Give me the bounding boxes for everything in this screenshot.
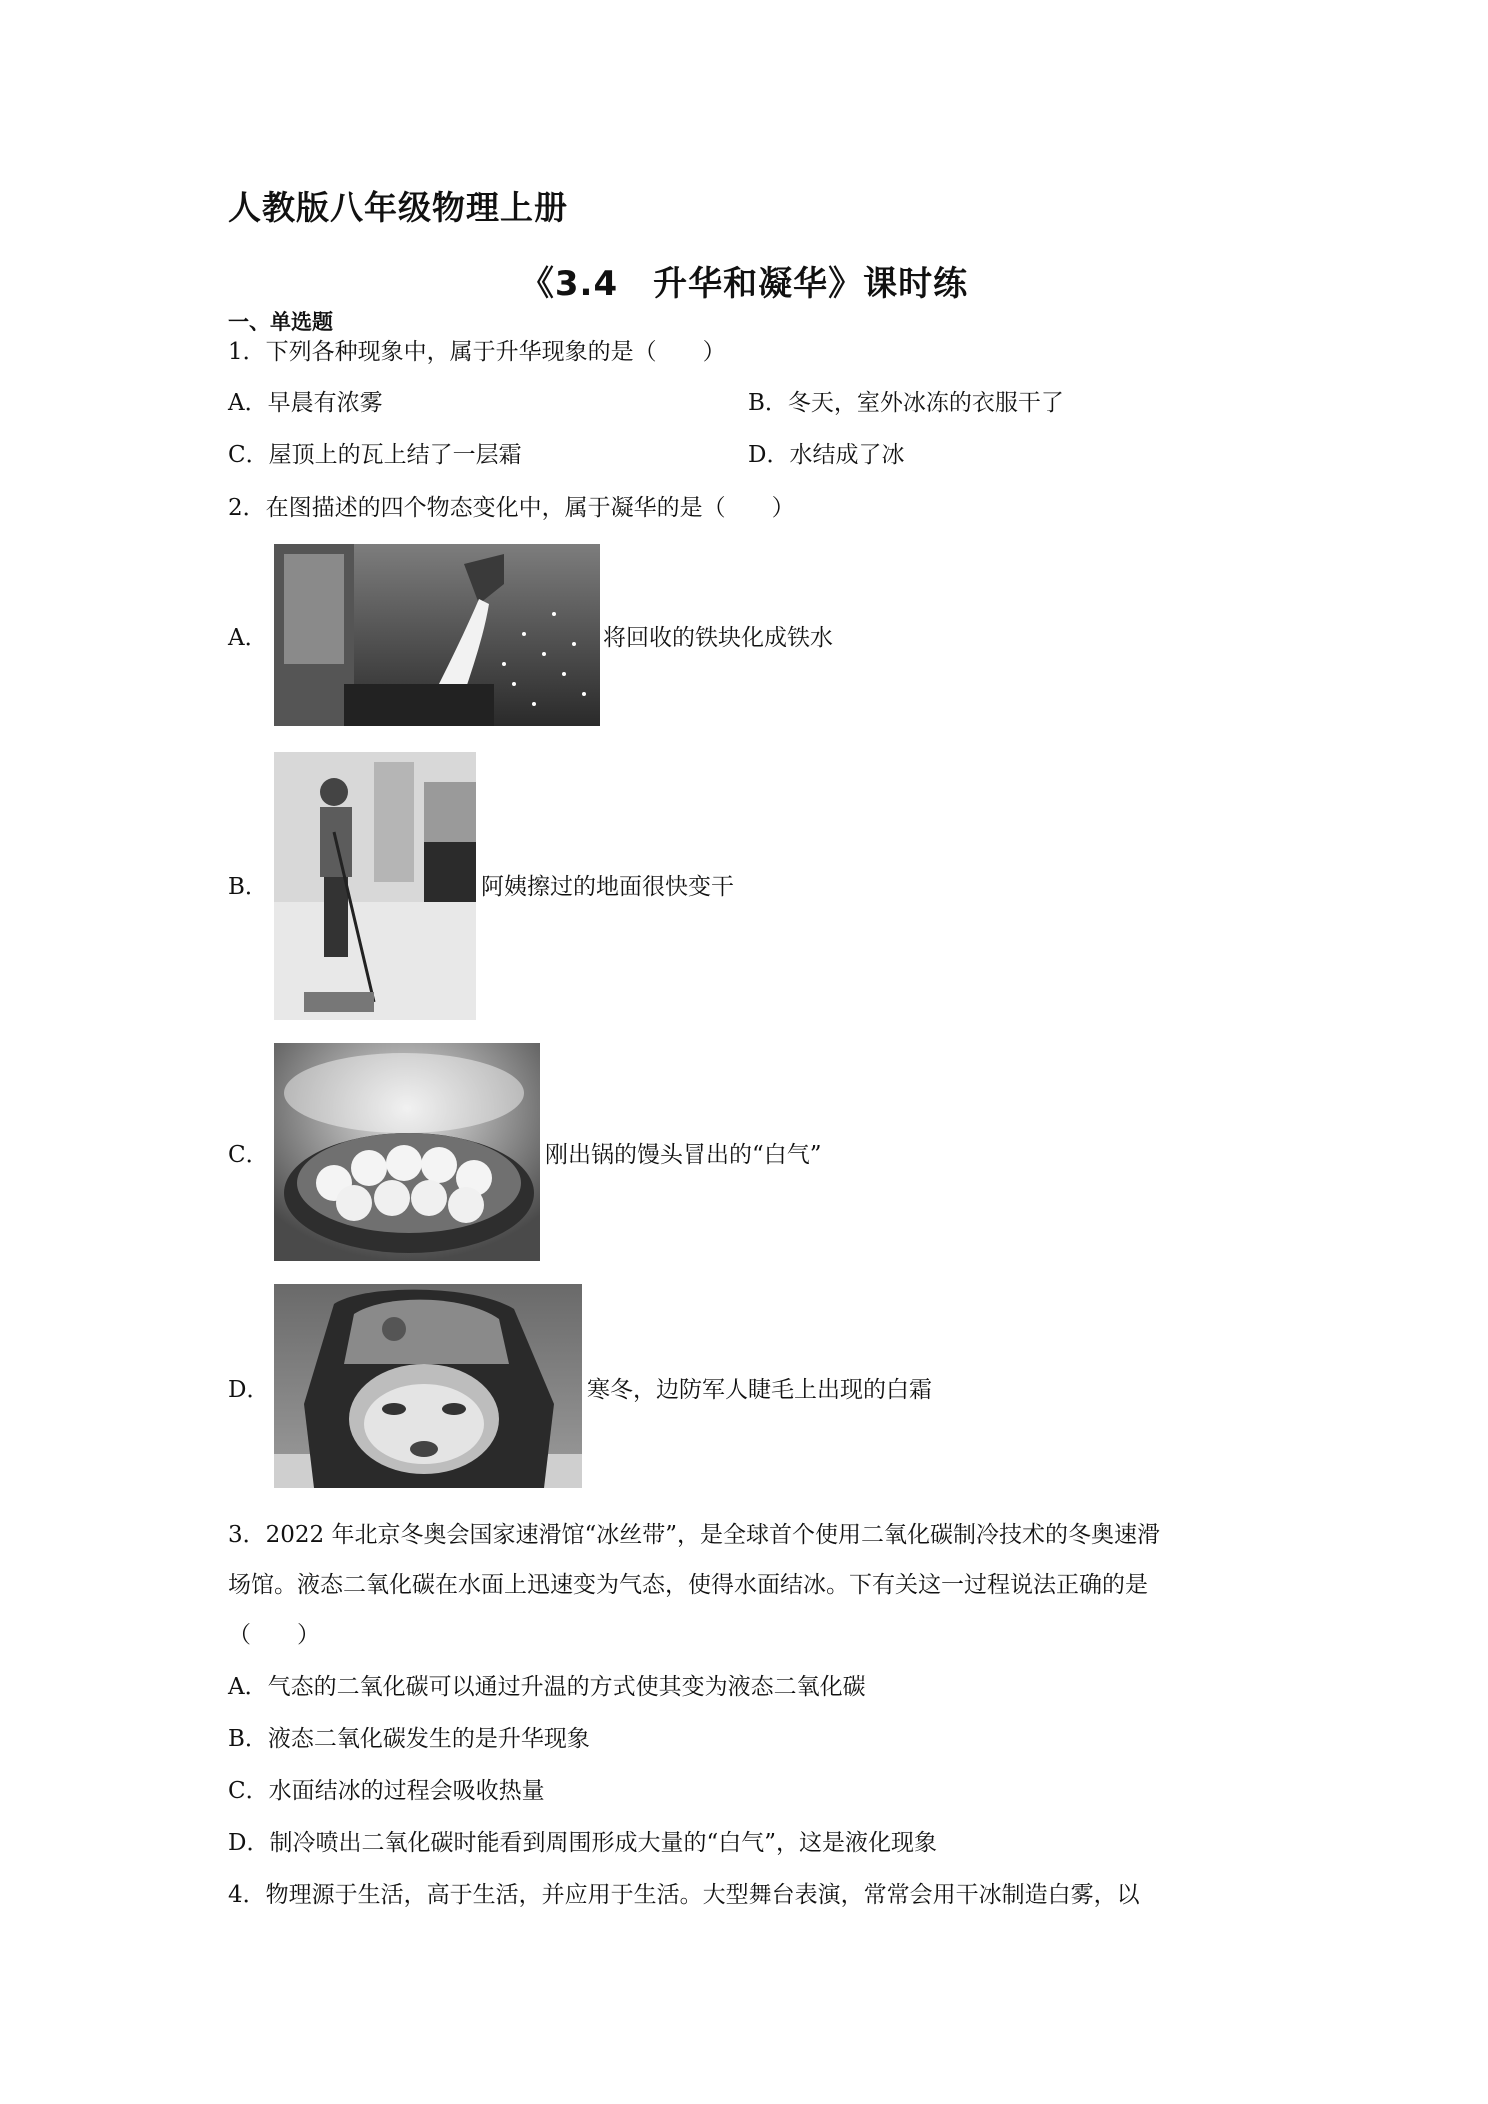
frosted-soldier-photo-icon <box>274 1284 582 1488</box>
question-1-option-d: D．水结成了冰 <box>748 442 905 468</box>
question-3-option-d: D．制冷喷出二氧化碳时能看到周围形成大量的“白气”，这是液化现象 <box>228 1830 937 1856</box>
mopping-floor-photo-icon <box>274 752 476 1020</box>
question-2-option-d-caption: 寒冬，边防军人睫毛上出现的白霜 <box>587 1377 932 1403</box>
question-4-stem-line-1: 4．物理源于生活，高于生活，并应用于生活。大型舞台表演，常常会用干冰制造白雾，以 <box>228 1882 1140 1908</box>
question-3-stem-line-1: 3．2022 年北京冬奥会国家速滑馆“冰丝带”，是全球首个使用二氧化碳制冷技术的冬奥速滑 <box>228 1522 1160 1548</box>
question-1-option-b: B．冬天，室外冰冻的衣服干了 <box>748 390 1064 416</box>
question-3-option-a: A．气态的二氧化碳可以通过升温的方式使其变为液态二氧化碳 <box>228 1674 866 1700</box>
question-2-option-c-caption: 刚出锅的馒头冒出的“白气” <box>545 1142 822 1168</box>
question-2-option-a-caption: 将回收的铁块化成铁水 <box>603 625 833 651</box>
section-heading: 一、单选题 <box>228 310 333 334</box>
question-3-option-c: C．水面结冰的过程会吸收热量 <box>228 1778 545 1804</box>
question-2-option-c-letter: C． <box>228 1142 269 1168</box>
question-3-stem-line-2: 场馆。液态二氧化碳在水面上迅速变为气态，使得水面结冰。下有关这一过程说法正确的是 <box>228 1572 1148 1598</box>
question-1-stem: 1．下列各种现象中，属于升华现象的是（ ） <box>228 339 726 365</box>
question-2-option-b-caption: 阿姨擦过的地面很快变干 <box>481 874 734 900</box>
document-title: 人教版八年级物理上册 <box>228 188 568 227</box>
question-1-option-a: A．早晨有浓雾 <box>228 390 383 416</box>
question-2-option-a-letter: A． <box>228 625 268 651</box>
document-subtitle: 《3.4 升华和凝华》课时练 <box>519 264 969 304</box>
steamed-buns-photo-icon <box>274 1043 540 1261</box>
question-2-option-b-letter: B． <box>228 874 268 900</box>
molten-iron-photo-icon <box>274 544 600 726</box>
question-2-option-d-letter: D． <box>228 1377 270 1403</box>
question-2-stem: 2．在图描述的四个物态变化中，属于凝华的是（ ） <box>228 495 795 521</box>
question-3-option-b: B．液态二氧化碳发生的是升华现象 <box>228 1726 590 1752</box>
question-1-option-c: C．屋顶上的瓦上结了一层霜 <box>228 442 522 468</box>
question-3-stem-line-3: （ ） <box>228 1622 320 1648</box>
